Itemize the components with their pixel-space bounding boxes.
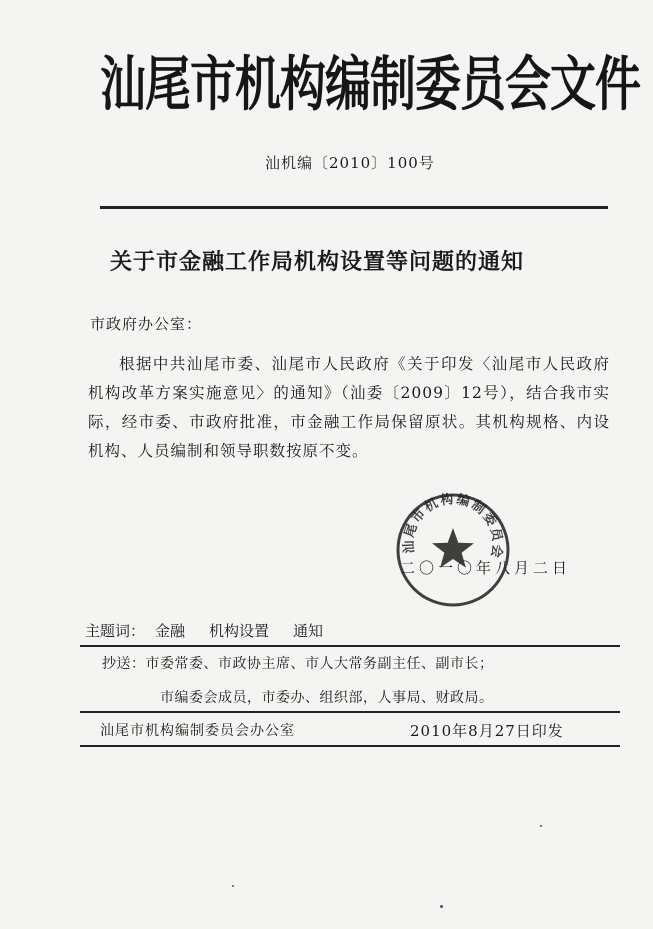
recipient: 市政府办公室：	[90, 315, 203, 333]
print-date: 2010年8月27日印发	[410, 722, 564, 740]
subject-keywords-row	[85, 620, 323, 641]
document-number: 汕机编〔2010〕100号	[265, 154, 435, 172]
footer-divider-top	[80, 645, 620, 647]
cc-recipients-1: 市委常委、市政协主席、市人大常务副主任、副市长；	[145, 656, 494, 672]
cc-line-1	[102, 653, 494, 673]
seal-star-icon	[432, 528, 474, 568]
subject-label: 主题词：	[85, 622, 146, 640]
scan-speck	[232, 885, 234, 887]
subject-keyword: 通知	[293, 622, 324, 640]
footer-divider-bottom	[80, 745, 620, 747]
subject-keyword: 金融	[155, 622, 186, 640]
notice-body: 根据中共汕尾市委、汕尾市人民政府《关于印发〈汕尾市人民政府机构改革方案实施意见〉的通知》（汕委〔2009〕12号），结合我市实际，经市委、市政府批准，市金融工作局保留原状。其机构规格、内设机构、人员编制和领导职数按原不变。	[88, 355, 610, 460]
signing-date: 二〇一〇年八月二日	[400, 559, 572, 577]
cc-recipients-2: 市编委会成员，市委办、组织部，人事局、财政局。	[160, 690, 494, 706]
scan-speck	[440, 905, 443, 908]
document-header-title: 汕尾市机构编制委员会文件	[100, 49, 640, 119]
header-divider	[100, 206, 608, 209]
issuing-office: 汕尾市机构编制委员会办公室	[100, 723, 295, 739]
cc-label: 抄送：	[102, 656, 146, 672]
subject-keyword: 机构设置	[209, 622, 270, 640]
scan-speck	[540, 825, 542, 827]
official-seal	[393, 490, 513, 610]
seal-text: 汕尾市机构编制委员会	[401, 491, 505, 561]
notice-title: 关于市金融工作局机构设置等问题的通知	[110, 250, 525, 275]
footer-divider-middle	[80, 711, 620, 713]
